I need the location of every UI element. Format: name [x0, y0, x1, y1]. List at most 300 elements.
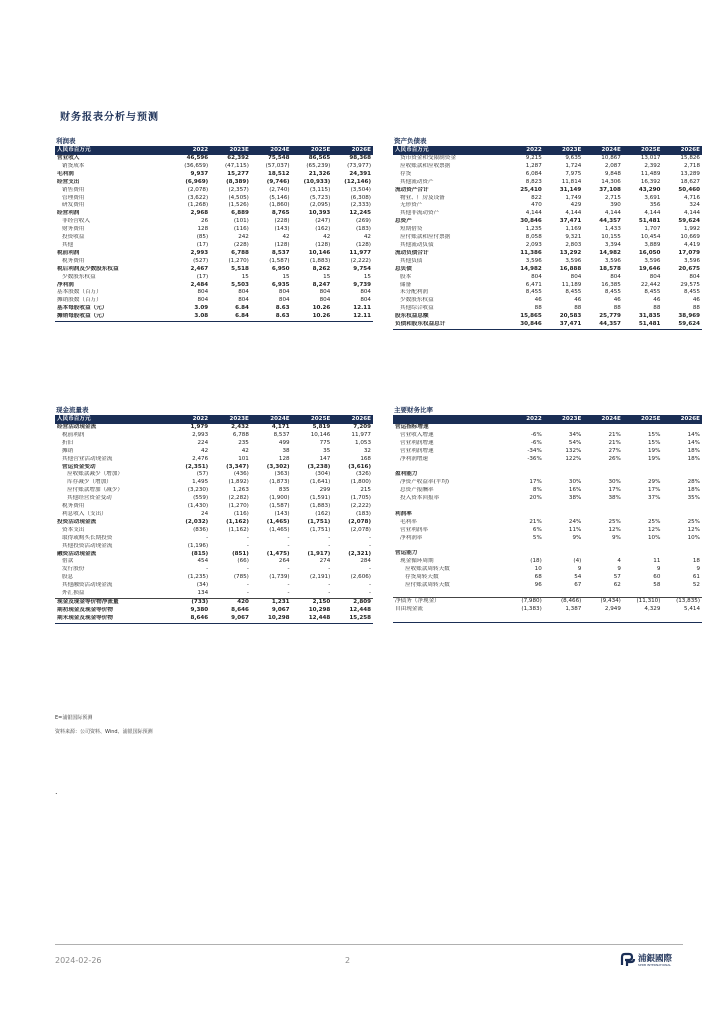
cell-value: 54%: [568, 439, 582, 446]
cell-value: 1,169: [565, 226, 582, 233]
row-label: 毛利率: [400, 518, 417, 525]
cell-value: (162): [315, 226, 331, 233]
cell-value: 5,414: [683, 606, 700, 613]
cell-value: 274: [319, 558, 331, 565]
table-row: [55, 574, 373, 582]
cell-value: (128): [274, 241, 290, 248]
cell-value: [583, 471, 623, 479]
cell-value: 26%: [608, 455, 621, 462]
cell-value: (2,357): [228, 186, 249, 193]
table-row: [393, 527, 702, 535]
cell-value: 21%: [608, 431, 621, 438]
table-row: [393, 558, 702, 566]
cell-value: [504, 590, 544, 598]
cell-value: 62,392: [227, 155, 249, 161]
year-header: 2024E: [583, 146, 623, 155]
cell-value: 14,306: [601, 178, 621, 185]
row-label: 税务费用: [62, 503, 85, 510]
cell-value: 324: [689, 202, 700, 209]
table-row: [393, 258, 702, 266]
cell-value: 59,624: [678, 218, 700, 225]
cell-value: 390: [610, 202, 621, 209]
row-label: 货币资金和受限制资金: [400, 155, 456, 161]
table-row: [393, 321, 702, 329]
table-row: [55, 432, 373, 440]
footer-date: 2024-02-26: [55, 956, 102, 965]
cell-value: (1,883): [309, 257, 331, 264]
cell-value: 4,716: [683, 194, 700, 201]
cell-value: (1,591): [309, 495, 331, 502]
row-label: 经营支出: [57, 178, 80, 185]
table-row: [393, 305, 702, 313]
table-row: [55, 495, 373, 503]
cell-value: 17%: [608, 487, 621, 494]
table-row: [393, 566, 702, 574]
cell-value: [623, 511, 663, 519]
cell-value: 835: [278, 487, 290, 494]
row-label: 营运指标增速: [395, 424, 429, 430]
table-row: [393, 614, 702, 622]
table-row: [55, 274, 373, 282]
cell-value: 822: [531, 194, 542, 201]
cell-value: (57,037): [265, 162, 290, 169]
cell-value: 25%: [608, 518, 621, 525]
table-row: [55, 242, 373, 250]
cell-value: 15%: [647, 439, 661, 446]
cell-value: [662, 543, 702, 551]
row-label: 其他流动资产: [400, 178, 434, 185]
cell-value: (2,282): [228, 495, 249, 502]
cell-value: 8,455: [644, 289, 661, 296]
cell-value: 9,635: [565, 155, 582, 161]
cell-value: 804: [610, 273, 621, 280]
cell-value: 88: [534, 305, 542, 312]
row-label: 其他: [62, 241, 74, 248]
cell-value: 8,262: [312, 265, 331, 272]
table-row: [393, 574, 702, 582]
cell-value: 1,231: [251, 598, 292, 606]
row-label: 流动负债合计: [395, 249, 429, 256]
cell-value: 96: [534, 582, 542, 589]
row-label: 经营活动现金流: [57, 424, 97, 430]
cell-value: 30%: [608, 479, 621, 486]
row-label: 物业、厂房及设备: [400, 194, 445, 201]
cell-value: 50,460: [678, 186, 700, 193]
cell-value: 2,476: [192, 455, 209, 462]
cell-value: 6,889: [231, 210, 249, 217]
cell-value: (9,746): [266, 178, 290, 185]
cash-flow-panel: [55, 405, 373, 624]
financial-table: [55, 415, 373, 624]
cell-value: 29,575: [680, 281, 700, 288]
cell-value: 242: [238, 234, 249, 241]
cell-value: 804: [319, 297, 331, 304]
cell-value: 86,565: [308, 155, 331, 161]
cell-value: 34%: [568, 431, 582, 438]
cell-value: 14,982: [599, 249, 621, 256]
row-label: 销售费用: [62, 186, 85, 193]
cell-value: (4,505): [228, 194, 249, 201]
cell-value: 13,289: [680, 170, 700, 177]
table-row: [393, 448, 702, 456]
cell-value: (2,078): [348, 518, 371, 525]
cell-value: 57: [613, 574, 621, 581]
cell-value: 10,155: [601, 234, 621, 241]
spdb-logo: [620, 952, 684, 970]
row-label: 总资产: [395, 218, 412, 225]
row-label: 财务费用: [62, 226, 85, 233]
cell-value: (2,032): [185, 518, 209, 525]
cell-value: 11,814: [561, 178, 582, 185]
cell-value: 804: [238, 289, 249, 296]
table-row: [393, 535, 702, 543]
cell-value: 804: [689, 273, 700, 280]
cell-value: 1,992: [683, 226, 700, 233]
cell-value: [583, 503, 623, 511]
cell-value: (559): [193, 495, 209, 502]
cell-value: 804: [531, 273, 542, 280]
table-row: [393, 242, 702, 250]
table-row: [393, 179, 702, 187]
cell-value: [662, 464, 702, 472]
cell-value: 25%: [687, 518, 700, 525]
year-header: 2024E: [251, 415, 292, 424]
cell-value: (228): [233, 241, 249, 248]
cell-value: -: [368, 542, 371, 549]
cell-value: 3,596: [604, 257, 621, 264]
row-label: 经营利润: [57, 210, 80, 217]
cell-value: (2,333): [350, 202, 371, 209]
cell-value: 8,455: [604, 289, 621, 296]
cell-value: 1,495: [192, 479, 209, 486]
table-row: [55, 607, 373, 615]
cell-value: 8,455: [525, 289, 542, 296]
cell-value: 3,596: [644, 257, 661, 264]
cell-value: 9: [656, 566, 661, 573]
cell-value: 59,624: [662, 321, 702, 329]
table-row: [55, 210, 373, 218]
cell-value: -: [246, 590, 249, 597]
table-row: [393, 424, 702, 432]
table-row: [55, 503, 373, 511]
cell-value: [544, 464, 584, 472]
table-row: [55, 155, 373, 163]
row-label: 融资活动现金流: [57, 550, 97, 557]
table-row: [55, 471, 373, 479]
row-label: 股息: [62, 574, 74, 581]
cell-value: 14%: [687, 431, 700, 438]
cell-value: 2,968: [190, 210, 209, 217]
cell-value: 75,548: [267, 155, 290, 161]
cell-value: 6,788: [232, 431, 249, 438]
table-row: [55, 598, 373, 606]
table-row: [393, 495, 702, 503]
cell-value: (1,860): [269, 202, 290, 209]
cell-value: 8,646: [231, 606, 249, 613]
table-row: [393, 313, 702, 321]
cell-value: 2,093: [525, 241, 542, 248]
cell-value: 15: [323, 273, 331, 280]
table-row: [55, 234, 373, 242]
row-label: 其他非流动资产: [400, 210, 440, 217]
cell-value: (65,239): [306, 162, 331, 169]
row-label: 现金及现金等价物净流量: [55, 598, 169, 606]
cell-value: 8,247: [312, 281, 331, 288]
cell-value: [544, 471, 584, 479]
cell-value: (1,917): [307, 550, 331, 557]
cell-value: 9,321: [565, 234, 582, 241]
cell-value: 1,979: [190, 424, 209, 430]
row-label: 总负债: [395, 265, 412, 272]
cell-value: 16,888: [559, 265, 582, 272]
cell-value: 25,410: [520, 186, 542, 193]
row-label: [393, 503, 504, 511]
table-row: [393, 519, 702, 527]
table-row: [393, 479, 702, 487]
table-row: [55, 163, 373, 171]
cell-value: 8,765: [271, 210, 290, 217]
cell-value: 37,108: [599, 186, 621, 193]
cell-value: 8,823: [525, 178, 542, 185]
source-note: 资料来源：公司资料、Wind、浦银国际预测: [55, 729, 153, 735]
cell-value: 9,067: [271, 606, 290, 613]
cell-value: 24,391: [349, 170, 371, 177]
cell-value: 1,707: [644, 226, 661, 233]
table-row: [55, 289, 373, 297]
cell-value: 235: [238, 439, 249, 446]
cell-value: 13,292: [559, 249, 582, 256]
table-row: [55, 440, 373, 448]
table-section-label: 资产负债表: [394, 137, 427, 145]
year-header: 2025E: [292, 415, 333, 424]
cell-value: 11,489: [640, 170, 661, 177]
cell-value: 10,146: [308, 249, 331, 256]
header-unit: 人民币百万元: [393, 146, 504, 155]
cell-value: 21,326: [308, 170, 331, 177]
cell-value: (3,504): [350, 186, 371, 193]
row-label: 存货周转天数: [405, 574, 439, 581]
row-label: 摊销股数（百万）: [57, 297, 102, 304]
row-label: 储备: [400, 281, 412, 288]
cell-value: [583, 424, 623, 432]
cell-value: (13,835): [662, 598, 702, 606]
cell-value: 2,484: [190, 281, 209, 288]
cell-value: (3,302): [266, 463, 290, 470]
cell-value: (143): [274, 510, 290, 517]
row-label: 投入资本回报率: [400, 495, 440, 502]
cell-value: 3.08: [169, 313, 210, 321]
year-header: 2023E: [544, 146, 584, 155]
cell-value: 62: [613, 582, 621, 589]
cell-value: -: [246, 566, 249, 573]
cell-value: 4,329: [644, 606, 661, 613]
table-row: [55, 266, 373, 274]
cell-value: [662, 471, 702, 479]
cell-value: (1,751): [309, 526, 331, 533]
cell-value: -: [287, 534, 290, 541]
cell-value: [504, 471, 544, 479]
cell-value: 46,596: [186, 155, 209, 161]
cell-value: 11: [653, 558, 661, 565]
cell-value: (57): [196, 471, 209, 478]
cell-value: 356: [649, 202, 661, 209]
table-row: [393, 511, 702, 519]
year-header: 2023E: [210, 146, 251, 155]
header-unit: [393, 415, 504, 424]
stray-dot: .: [55, 787, 58, 796]
cell-value: (3,230): [187, 487, 209, 494]
cell-value: 15,826: [680, 155, 700, 161]
row-label: 营业利润增速: [400, 439, 434, 446]
row-label: 库存减少（增加）: [67, 479, 112, 486]
cell-value: 168: [360, 455, 371, 462]
year-header: 2026E: [332, 146, 373, 155]
cell-value: 1,053: [354, 439, 371, 446]
cell-value: (3,238): [307, 463, 331, 470]
cell-value: (116): [233, 510, 249, 517]
cell-value: 804: [570, 273, 582, 280]
year-header: 2026E: [662, 146, 702, 155]
cell-value: 3.09: [194, 305, 209, 312]
row-label: 管理费用: [62, 194, 85, 201]
cell-value: 2,949: [604, 606, 621, 613]
table-row: [55, 558, 373, 566]
cell-value: 60: [653, 574, 661, 581]
cell-value: 2,432: [231, 424, 249, 430]
cell-value: 4,144: [565, 210, 582, 217]
cell-value: 2,809: [332, 598, 373, 606]
cell-value: 21%: [529, 518, 542, 525]
table-row: [393, 487, 702, 495]
table-row: [55, 305, 373, 313]
cell-value: (11,310): [623, 598, 663, 606]
table-row: [393, 250, 702, 258]
cell-value: [504, 511, 544, 519]
year-header: 2022: [504, 415, 544, 424]
cell-value: -: [328, 590, 331, 597]
cell-value: 8,455: [565, 289, 582, 296]
cell-value: 46: [534, 297, 542, 304]
row-label: 投资活动现金流: [57, 518, 97, 525]
cell-value: 9,739: [353, 281, 371, 288]
cell-value: (1,800): [350, 479, 371, 486]
cell-value: 8,455: [683, 289, 700, 296]
cell-value: 9: [577, 566, 582, 573]
cell-value: 15,865: [520, 313, 542, 320]
cell-value: 10%: [647, 534, 661, 541]
cell-value: 10,393: [308, 210, 331, 217]
row-label: 其他营业活动现金流: [62, 455, 113, 462]
row-label: [393, 543, 504, 551]
cell-value: (5,723): [309, 194, 331, 201]
cell-value: 16,050: [638, 249, 661, 256]
cell-value: [623, 590, 663, 598]
cell-value: 42: [241, 447, 249, 454]
cell-value: (128): [355, 241, 371, 248]
cell-value: (1,751): [307, 518, 331, 525]
cell-value: 42: [282, 234, 290, 241]
table-row: [393, 503, 702, 511]
cell-value: (10,933): [303, 178, 331, 185]
cell-value: 8,537: [271, 249, 290, 256]
cell-value: 3,596: [565, 257, 582, 264]
cell-value: 6.84: [235, 305, 249, 312]
cell-value: (17): [196, 273, 209, 280]
row-label: 应付账款增加（减少）: [67, 487, 123, 494]
row-label: 利息收入（支出）: [62, 510, 107, 517]
cell-value: (363): [274, 471, 290, 478]
year-header: 2025E: [623, 146, 663, 155]
cell-value: 28%: [687, 479, 700, 486]
row-label: 盈利能力: [395, 471, 418, 478]
table-row: [55, 282, 373, 290]
table-section-label: 利润表: [56, 137, 76, 145]
cell-value: (12,146): [344, 178, 371, 185]
row-label: 负债和股东权益总计: [393, 321, 504, 329]
cell-value: (851): [232, 550, 249, 557]
cell-value: 15: [241, 273, 249, 280]
table-row: [55, 250, 373, 258]
cell-value: [544, 511, 584, 519]
row-label: 存货: [400, 170, 412, 177]
cell-value: 17,079: [678, 249, 700, 256]
year-header: 2022: [169, 146, 210, 155]
cell-value: -: [368, 566, 371, 573]
table-row: [55, 566, 373, 574]
cell-value: (1,383): [521, 606, 542, 613]
cell-value: (1,465): [269, 526, 290, 533]
cell-value: 22,442: [640, 281, 661, 288]
cell-value: 18,512: [267, 170, 290, 177]
row-label: 税前利润: [57, 249, 80, 256]
cell-value: 30,846: [504, 321, 544, 329]
cell-value: 10,146: [310, 431, 331, 438]
cell-value: 42: [323, 234, 331, 241]
cell-value: 2,150: [292, 598, 333, 606]
cell-value: 58: [653, 582, 661, 589]
cell-value: 6,788: [231, 249, 249, 256]
cell-value: 9,848: [604, 170, 621, 177]
cell-value: 35: [323, 447, 331, 454]
cell-value: 2,392: [644, 162, 661, 169]
cell-value: 10,669: [680, 234, 700, 241]
row-label: [393, 464, 504, 472]
cell-value: (116): [233, 226, 249, 233]
cell-value: (17): [196, 241, 209, 248]
cell-value: 54: [574, 574, 582, 581]
cell-value: (3,347): [226, 463, 249, 470]
page-title: 财务报表分析与预测: [60, 112, 159, 123]
cell-value: (785): [233, 574, 249, 581]
cell-value: 299: [319, 487, 331, 494]
table-row: [393, 266, 702, 274]
cell-value: (6,308): [350, 194, 371, 201]
cell-value: 38%: [568, 495, 582, 502]
cell-value: 18%: [687, 447, 700, 454]
cell-value: (815): [191, 550, 209, 557]
row-label: 应收账款周转天数: [405, 566, 450, 573]
cell-value: 11,189: [561, 281, 582, 288]
cell-value: (101): [233, 218, 249, 225]
cell-value: [662, 550, 702, 558]
cell-value: 15%: [647, 431, 661, 438]
table-row: [55, 424, 373, 432]
cell-value: 6,950: [271, 265, 290, 272]
year-header: 2022: [169, 415, 210, 424]
cell-value: 37,471: [544, 321, 584, 329]
year-header: 2025E: [292, 146, 333, 155]
row-label: 其他融资活动现金流: [62, 582, 113, 589]
